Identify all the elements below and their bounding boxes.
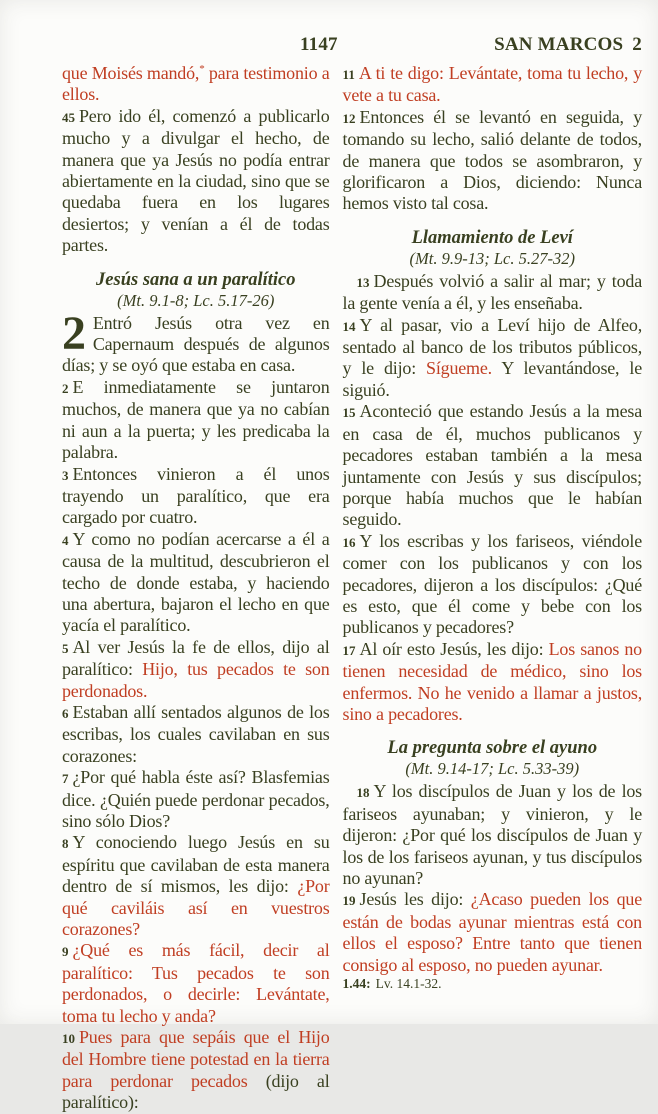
red-letter-text: que Moisés mandó,	[62, 63, 200, 83]
red-letter-text: Los sanos no tienen necesidad de médico, sino los enfermos. No he venido a llamar a justos, sino a pecadores.	[342, 638, 642, 724]
verse	[62, 832, 330, 940]
verse-text: Y conociendo luego Jesús en su espíritu que cavilaban de esta manera dentro de sí mismos, les dijo:	[62, 832, 330, 897]
verse	[62, 529, 330, 637]
verse	[62, 940, 330, 1027]
verse-number: 16	[342, 534, 356, 550]
verse-text: Aconteció que estando Jesús a la mesa en casa de él, muchos publicanos y pecadores estaban también a la mesa juntamente con Jesús y sus discípulos; porque había muchos que le habían seguido.	[342, 401, 642, 530]
verse	[62, 702, 330, 767]
verse	[343, 107, 642, 215]
red-letter-text: ¿Qué es más fácil, decir al paralítico: Tus pecados te son perdonados, o decirle: Levántate, toma tu lecho y anda?	[62, 940, 330, 1026]
verse-number: 8	[62, 836, 69, 852]
verse-number: 3	[62, 467, 69, 483]
verse-text: Al ver Jesús la fe de ellos, dijo al paralítico:	[62, 636, 330, 680]
verse	[62, 767, 330, 832]
verse-number: 11	[342, 67, 355, 82]
verse-text: Entró Jesús otra vez en Capernaum después de algunos días; y se oyó que estaba en casa.	[62, 312, 330, 376]
footnote	[343, 976, 642, 1018]
verse-number: 17	[342, 642, 356, 658]
verse-number: 6	[62, 705, 69, 721]
verse-text: ¿Por qué habla éste así? Blasfemias dice. ¿Quién puede perdonar pecados, sino sólo Dios?	[62, 767, 330, 831]
parallel-passage-reference: (Mt. 9.9-13; Lc. 5.27-32)	[409, 248, 575, 268]
red-letter-text: ¿Acaso pueden los que están de bodas ayunar mientras está con ellos el esposo? Entre tanto que tienen consigo al esposo, no pueden ayunar.	[342, 889, 642, 975]
verse-number: 7	[62, 771, 69, 787]
running-head-book: SAN MARCOS	[494, 34, 624, 55]
page-header	[62, 34, 642, 58]
verse-text: Pero ido él, comenzó a publicarlo mucho y a divulgar el hecho, de manera que ya Jesús no podía entrar abiertamente en la ciudad, sino que se quedaba fuera en los lugares desiertos; y venían a él de todas partes.	[62, 105, 330, 256]
page-number: 1147	[300, 34, 338, 55]
verse	[343, 401, 642, 530]
verse-text: Al oír esto Jesús, les dijo:	[359, 638, 549, 659]
red-letter-text: Pues para que sepáis que el Hijo del Hombre tiene potestad en la tierra para perdonar pecados	[62, 1027, 330, 1091]
verse	[343, 781, 642, 889]
red-letter-text: Hijo, tus pecados te son perdonados.	[62, 659, 330, 701]
verse-number: 9	[62, 944, 69, 960]
verse-text: E inmediatamente se juntaron muchos, de manera que ya no cabían ni aun a la puerta; y les predicaba la palabra.	[62, 376, 330, 463]
section-heading: La pregunta sobre el ayuno	[387, 738, 598, 759]
verse-number: 18	[356, 785, 370, 801]
verse	[343, 639, 642, 726]
verse	[62, 1027, 330, 1114]
verse	[62, 63, 330, 106]
text-columns	[62, 63, 642, 1113]
footnote-marker: *	[199, 63, 205, 75]
red-letter-text: A ti te digo: Levántate, toma tu lecho, y vete a tu casa.	[342, 63, 642, 106]
red-letter-text: ¿Por qué caviláis así en vuestros corazones?	[62, 876, 330, 940]
verse	[343, 315, 642, 402]
column	[343, 63, 642, 999]
parallel-passage-reference: (Mt. 9.1-8; Lc. 5.17-26)	[117, 290, 275, 310]
verse-text: Entonces vinieron a él unos trayendo un paralítico, que era cargado por cuatro.	[62, 463, 330, 528]
verse	[62, 106, 330, 257]
verse	[343, 889, 642, 976]
running-head	[494, 34, 642, 56]
chapter-number-dropcap: 2	[62, 306, 86, 360]
chapter-opening-verse	[62, 306, 330, 377]
verse	[62, 464, 330, 529]
verse-text: Y como no podían acercarse a él a causa de la multitud, descubrieron el techo de donde estaba, y haciendo una abertura, bajaron el lecho en que yacía el paralítico.	[62, 528, 330, 636]
verse-number: 13	[356, 274, 370, 290]
verse-number: 2	[62, 380, 69, 396]
verse-number: 12	[342, 110, 356, 126]
running-head-chapter: 2	[632, 34, 642, 55]
verse	[62, 637, 330, 702]
verse-number: 5	[62, 640, 69, 656]
footnote-reference: 1.44:	[342, 976, 371, 992]
verse-text: Y al pasar, vio a Leví hijo de Alfeo, sentado al banco de los tributos públicos, y le dijo:	[342, 314, 642, 379]
verse-text: (dijo al paralítico):	[62, 1070, 330, 1113]
section-heading: Jesús sana a un paralítico	[96, 269, 296, 290]
red-letter-text: Sígueme.	[426, 358, 492, 379]
verse-text: Jesús les dijo:	[359, 889, 471, 910]
verse-text: Estaban allí sentados algunos de los escribas, los cuales cavilaban en sus corazones:	[62, 701, 330, 766]
verse-number: 45	[62, 109, 75, 125]
verse	[62, 377, 330, 464]
red-letter-text: para testimonio a ellos.	[62, 63, 330, 105]
verse	[343, 63, 642, 107]
parallel-passage-reference: (Mt. 9.14-17; Lc. 5.33-39)	[405, 759, 580, 779]
footnote-text: Lv. 14.1-32.	[375, 976, 442, 992]
verse	[343, 271, 642, 315]
column	[62, 63, 330, 1113]
verse-text: Y levantándose, le siguió.	[342, 358, 642, 400]
verse-text: Y los escribas y los fariseos, viéndole comer con los publicanos y con los pecadores, dijeron a los discípulos: ¿Qué es esto, que él come y bebe con los publicanos y pecadores?	[342, 530, 642, 638]
verse-text: Y los discípulos de Juan y los de los fariseos ayunaban; y vinieron, y le dijeron: ¿Por qué los discípulos de Juan y los de los fariseos ayunan, y tus discípulos no ayunan?	[342, 781, 642, 888]
verse-text: Después volvió a salir al mar; y toda la gente venía a él, y les enseñaba.	[342, 270, 642, 314]
verse-number: 19	[342, 893, 356, 909]
verse	[343, 531, 642, 639]
section-heading: Llamamiento de Leví	[411, 227, 573, 248]
verse-number: 4	[62, 532, 69, 548]
verse-number: 14	[342, 318, 356, 334]
verse-text: Entonces él se levantó en seguida, y tomando su lecho, salió delante de todos, de manera que todos se asombraron, y glorificaron a Dios, diciendo: Nunca hemos visto tal cosa.	[342, 106, 642, 214]
verse-number: 10	[62, 1031, 75, 1047]
verse-number: 15	[342, 405, 356, 421]
